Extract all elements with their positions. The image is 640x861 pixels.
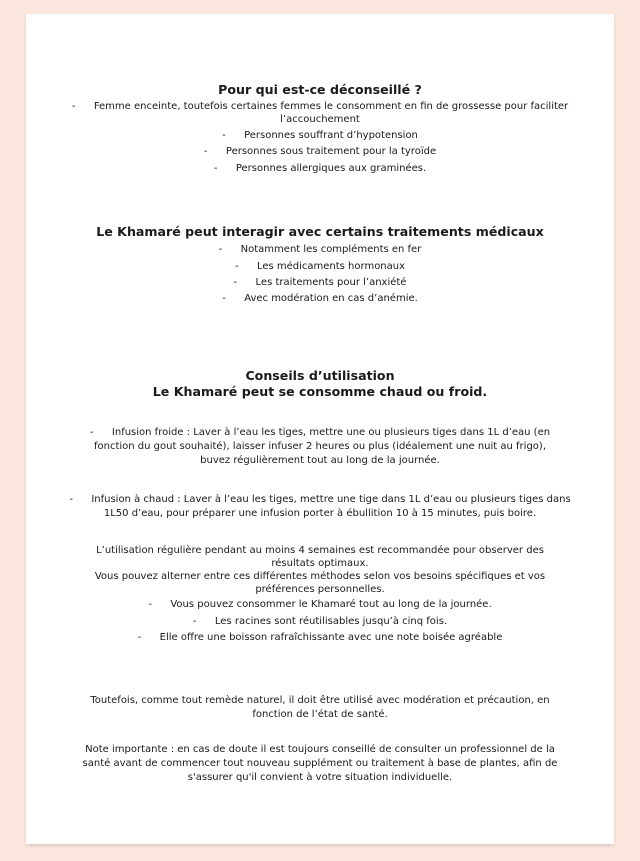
note-line: santé avant de commencer tout nouveau supplément ou traitement à base de plantes, afin de bbox=[82, 758, 558, 769]
list-item: - Les médicaments hormonaux bbox=[234, 261, 406, 272]
list-item: - Les racines sont réutilisables jusqu’à cinq fois. bbox=[192, 616, 448, 627]
list-item: - Notamment les compléments en fer bbox=[218, 244, 422, 255]
list-item: - Femme enceinte, toutefois certaines femmes le consomment en fin de grossesse pour faciliter bbox=[71, 101, 569, 112]
list-item: - Personnes sous traitement pour la tyroïde bbox=[203, 146, 437, 157]
list-item: - Elle offre une boisson rafraîchissante avec une note boisée agréable bbox=[137, 632, 503, 643]
paragraph-line: Vous pouvez alterner entre ces différentes méthodes selon vos besoins spécifiques et vos bbox=[94, 571, 546, 582]
section-title-deconseille: Pour qui est-ce déconseillé ? bbox=[218, 82, 422, 97]
section-title-conseils: Conseils d’utilisation bbox=[245, 368, 395, 383]
paragraph-line: préférences personnelles. bbox=[255, 584, 385, 595]
list-item-continuation: 1L50 d’eau, pour préparer une infusion porter à ébullition 10 à 15 minutes, puis boire. bbox=[103, 508, 537, 519]
paragraph-line: résultats optimaux. bbox=[271, 558, 369, 569]
list-item: - Personnes allergiques aux graminées. bbox=[213, 163, 427, 174]
list-item-continuation: l’accouchement bbox=[280, 114, 360, 125]
list-item: - Les traitements pour l’anxiété bbox=[233, 277, 407, 288]
caution-line: fonction de l’état de santé. bbox=[252, 709, 388, 720]
document-page bbox=[26, 14, 614, 844]
list-item-infusion-froide: - Infusion froide : Laver à l’eau les tiges, mettre une ou plusieurs tiges dans 1L d’eau (en bbox=[89, 427, 551, 438]
section-subtitle: Le Khamaré peut se consomme chaud ou froid. bbox=[152, 384, 488, 399]
list-item: - Vous pouvez consommer le Khamaré tout au long de la journée. bbox=[148, 599, 492, 610]
section-title-interactions: Le Khamaré peut interagir avec certains traitements médicaux bbox=[96, 224, 544, 239]
list-item-continuation: buvez régulièrement tout au long de la journée. bbox=[200, 455, 440, 466]
caution-line: Toutefois, comme tout remède naturel, il doit être utilisé avec modération et précaution, en bbox=[90, 695, 550, 706]
list-item: - Avec modération en cas d’anémie. bbox=[222, 293, 418, 304]
list-item-infusion-chaud: - Infusion à chaud : Laver à l’eau les tiges, mettre une tige dans 1L d’eau ou plusieurs tiges dans bbox=[69, 494, 571, 505]
list-item: - Personnes souffrant d’hypotension bbox=[222, 130, 418, 141]
note-line: s'assurer qu'il convient à votre situation individuelle. bbox=[187, 772, 453, 783]
note-line: Note importante : en cas de doute il est toujours conseillé de consulter un professionnel de la bbox=[85, 744, 555, 755]
list-item-continuation: fonction du gout souhaité), laisser infuser 2 heures ou plus (idéalement une nuit au frigo), bbox=[93, 441, 546, 452]
paragraph-line: L’utilisation régulière pendant au moins 4 semaines est recommandée pour observer des bbox=[96, 545, 544, 556]
